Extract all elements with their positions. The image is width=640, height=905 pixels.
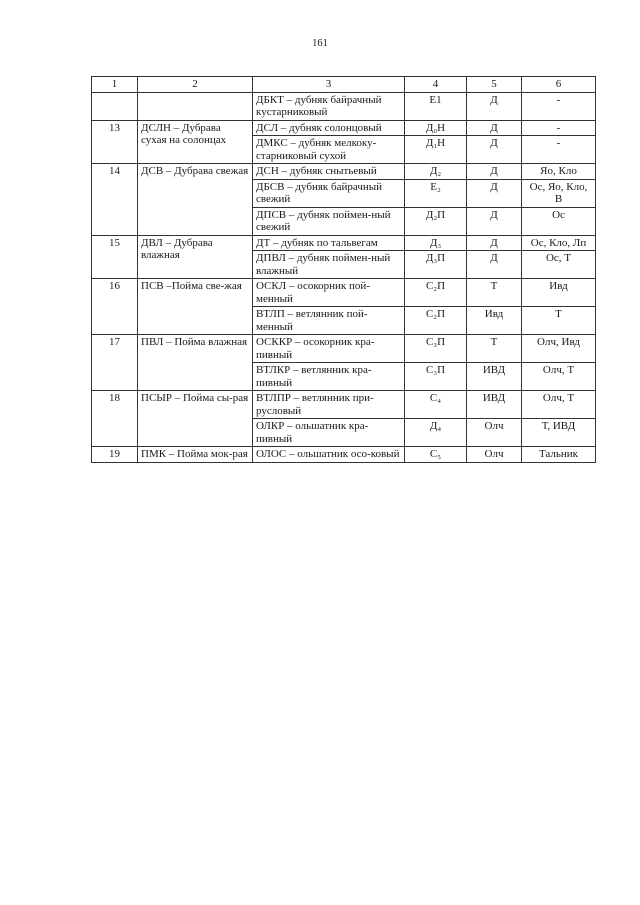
header-cell: 1	[92, 77, 138, 93]
table-row	[92, 164, 596, 180]
forest-type-cell: ДСЛН – Дубрава сухая на солонцах	[138, 120, 253, 164]
species-cell: Тальник	[522, 447, 596, 463]
stratum-cell: Д	[467, 207, 522, 235]
table-row	[92, 120, 596, 136]
species-cell: Ос	[522, 207, 596, 235]
site-code-cell: С₃П	[405, 335, 467, 363]
table-row	[92, 391, 596, 419]
site-code-cell: Д₂П	[405, 207, 467, 235]
forest-type-cell: ДВЛ – Дубрава влажная	[138, 235, 253, 279]
site-code-cell: Д₀Н	[405, 120, 467, 136]
species-cell: Ос, Кло, Лп	[522, 235, 596, 251]
header-cell: 6	[522, 77, 596, 93]
site-code-cell: С₂П	[405, 279, 467, 307]
stratum-cell: Д	[467, 164, 522, 180]
header-cell: 2	[138, 77, 253, 93]
stratum-cell: Ивд	[467, 307, 522, 335]
row-number-cell	[92, 92, 138, 120]
row-number-cell: 16	[92, 279, 138, 335]
forest-type-cell: ПМК – Пойма мок-рая	[138, 447, 253, 463]
table-row	[92, 92, 596, 120]
page-number: 161	[312, 38, 328, 49]
table-body	[92, 77, 596, 463]
species-cell: Т	[522, 307, 596, 335]
species-cell: Яо, Кло	[522, 164, 596, 180]
species-cell: Ос, Яо, Кло, В	[522, 179, 596, 207]
site-code-cell: Е₂	[405, 179, 467, 207]
site-code-cell: С₄	[405, 391, 467, 419]
site-code-cell: С₂П	[405, 307, 467, 335]
subtype-name-cell: ОСКЛ – осокорник пой-менный	[253, 279, 405, 307]
site-code-cell: С₅	[405, 447, 467, 463]
row-number-cell: 17	[92, 335, 138, 391]
subtype-name-cell: ДПСВ – дубняк поймен-ный свежий	[253, 207, 405, 235]
header-cell: 3	[253, 77, 405, 93]
table-row	[92, 235, 596, 251]
species-cell: -	[522, 136, 596, 164]
species-cell: Ивд	[522, 279, 596, 307]
forest-type-cell: ПВЛ – Пойма влажная	[138, 335, 253, 391]
site-code-cell: Д₃	[405, 235, 467, 251]
site-code-cell: Д₁Н	[405, 136, 467, 164]
subtype-name-cell: ОЛКР – ольшатник кра-пивный	[253, 419, 405, 447]
subtype-name-cell: ДМКС – дубняк мелкоку-старниковый сухой	[253, 136, 405, 164]
subtype-name-cell: ДСЛ – дубняк солонцовый	[253, 120, 405, 136]
row-number-cell: 15	[92, 235, 138, 279]
species-cell: -	[522, 92, 596, 120]
site-code-cell: Д₃П	[405, 251, 467, 279]
data-table	[91, 76, 596, 463]
table-row	[92, 447, 596, 463]
species-cell: Олч, Ивд	[522, 335, 596, 363]
stratum-cell: Д	[467, 92, 522, 120]
species-cell: Ос, Т	[522, 251, 596, 279]
subtype-name-cell: ВТЛПР – ветлянник при-русловый	[253, 391, 405, 419]
forest-type-cell	[138, 92, 253, 120]
subtype-name-cell: ВТЛКР – ветлянник кра-пивный	[253, 363, 405, 391]
table-row	[92, 335, 596, 363]
forest-type-cell: ПСЫР – Пойма сы-рая	[138, 391, 253, 447]
header-cell: 5	[467, 77, 522, 93]
species-cell: Олч, Т	[522, 391, 596, 419]
row-number-cell: 19	[92, 447, 138, 463]
stratum-cell: Д	[467, 136, 522, 164]
subtype-name-cell: ДБСВ – дубняк байрачный свежий	[253, 179, 405, 207]
species-cell: Олч, Т	[522, 363, 596, 391]
header-row	[92, 77, 596, 93]
subtype-name-cell: ОЛОС – ольшатник осо-ковый	[253, 447, 405, 463]
forest-type-cell: ДСВ – Дубрава свежая	[138, 164, 253, 236]
subtype-name-cell: ОСККР – осокорник кра-пивный	[253, 335, 405, 363]
species-cell: -	[522, 120, 596, 136]
forest-type-cell: ПСВ –Пойма све-жая	[138, 279, 253, 335]
stratum-cell: ИВД	[467, 391, 522, 419]
stratum-cell: Олч	[467, 447, 522, 463]
header-cell: 4	[405, 77, 467, 93]
subtype-name-cell: ДБКТ – дубняк байрачный кустарниковый	[253, 92, 405, 120]
subtype-name-cell: ВТЛП – ветлянник пой-менный	[253, 307, 405, 335]
subtype-name-cell: ДТ – дубняк по тальвегам	[253, 235, 405, 251]
stratum-cell: Олч	[467, 419, 522, 447]
stratum-cell: Д	[467, 235, 522, 251]
stratum-cell: Т	[467, 335, 522, 363]
row-number-cell: 13	[92, 120, 138, 164]
stratum-cell: ИВД	[467, 363, 522, 391]
site-code-cell: Д₂	[405, 164, 467, 180]
stratum-cell: Д	[467, 179, 522, 207]
species-cell: Т, ИВД	[522, 419, 596, 447]
stratum-cell: Т	[467, 279, 522, 307]
subtype-name-cell: ДСН – дубняк снытьевый	[253, 164, 405, 180]
site-code-cell: Д₄	[405, 419, 467, 447]
table-row	[92, 279, 596, 307]
site-code-cell: С₃П	[405, 363, 467, 391]
stratum-cell: Д	[467, 251, 522, 279]
stratum-cell: Д	[467, 120, 522, 136]
subtype-name-cell: ДПВЛ – дубняк поймен-ный влажный	[253, 251, 405, 279]
site-code-cell: Е1	[405, 92, 467, 120]
row-number-cell: 14	[92, 164, 138, 236]
row-number-cell: 18	[92, 391, 138, 447]
